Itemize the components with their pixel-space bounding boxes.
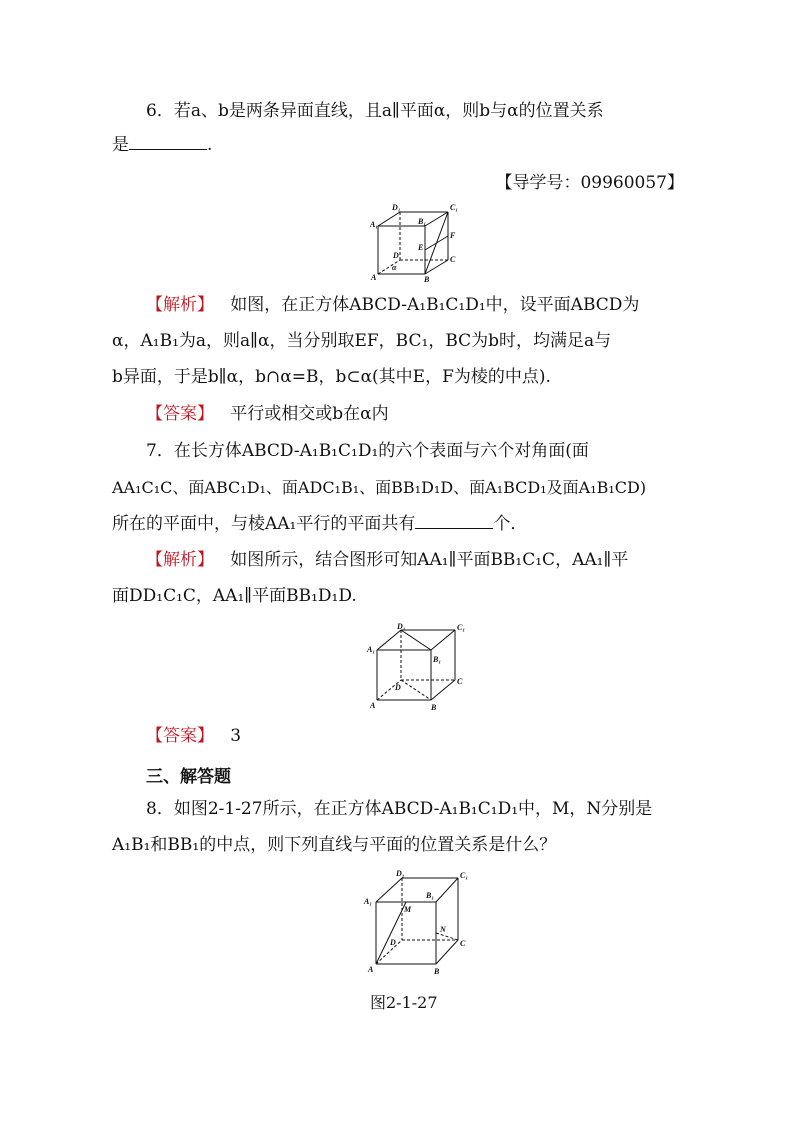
q7-answer: 3 [230,726,242,746]
label-c1: C₁ [460,871,469,880]
q6-analysis-l2: α，A₁B₁为a，则a∥α，当分别取EF，BC₁，BC为b时，均满足a与 [112,331,612,351]
edge-b1c1 [436,878,458,902]
q6-reference-number: 【导学号：09960057】 [495,173,684,193]
label-c1: C₁ [450,203,459,212]
q7-line3 [112,513,527,535]
label-a1: A₁ [367,645,376,654]
label-a: A [370,701,376,710]
q6-answer: 平行或相交或b在α内 [230,404,389,424]
q6-analysis-l3: b异面，于是b∥α，b∩α=B，b⊂α(其中E，F为棱的中点). [112,367,551,387]
edge-bc [436,940,458,964]
edge-b1c1 [425,212,448,226]
label-c1: C₁ [457,623,466,632]
label-f: F [450,231,456,240]
edge-a1d1 [377,630,401,650]
label-c: C [450,255,456,264]
label-c: C [457,677,463,686]
q7-line3-prefix: 所在的平面中，与棱AA₁平行的平面共有 [112,514,416,534]
label-d1: D₁ [397,622,406,631]
q7-cuboid-figure [365,622,473,714]
q7-analysis-text1: 如图所示，结合图形可知AA₁∥平面BB₁C₁C，AA₁∥平 [230,550,629,570]
label-d1: D₁ [396,869,405,878]
edge-a1d1 [378,212,400,226]
q6-cube-figure [370,202,470,282]
label-a: A [368,965,374,974]
q6-line2 [112,134,212,156]
label-m: M [404,905,412,914]
q7-answer-line [146,725,241,747]
label-n: N [440,925,446,934]
edge-ad [376,940,402,964]
q6-line2-suffix: . [207,135,213,155]
label-c: C [460,939,466,948]
label-a1: A₁ [370,220,379,229]
section-heading-3: 三、解答题 [146,767,231,787]
q6-answer-blank [129,135,207,150]
q7-analysis-tag: 【解析】 [146,550,214,570]
label-b: B [424,275,430,282]
q6-analysis-tag: 【解析】 [146,295,214,315]
q8-line1: 8．如图2-1-27所示，在正方体ABCD-A₁B₁C₁D₁中，M，N分别是 [146,799,653,819]
q7-answer-blank [415,514,493,529]
q7-line1: 7．在长方体ABCD-A₁B₁C₁D₁的六个表面与六个对角面(面 [146,441,589,461]
label-alpha: α [392,263,397,272]
q7-line3-suffix: 个． [493,514,528,534]
q8-line2: A₁B₁和BB₁的中点，则下列直线与平面的位置关系是什么？ [112,835,557,855]
edge-ad [378,260,400,274]
edge-b1c1 [431,630,455,650]
q6-answer-tag: 【答案】 [146,404,214,424]
diag-d1b1 [401,630,431,650]
figure-caption: 图2-1-27 [370,993,438,1012]
edge-bc [431,680,455,700]
q6-line2-prefix: 是 [112,135,129,155]
label-b: B [434,967,440,976]
label-b1: B₁ [418,217,427,226]
label-a: A [371,273,377,282]
q8-cube-figure [362,866,474,976]
label-d1: D₁ [392,203,401,212]
segment-nc [436,933,458,940]
label-a1: A₁ [364,897,373,906]
label-d: D [393,251,399,260]
diag-db [401,680,431,700]
edge-a1d1 [376,878,402,902]
label-b1: B₁ [426,891,435,900]
q6-answer-line [146,403,389,425]
q7-analysis-l1 [146,549,628,571]
label-b: B [431,703,437,712]
q6-analysis-l1 [146,294,639,316]
q7-analysis-l2: 面DD₁C₁C，AA₁∥平面BB₁D₁D. [112,586,357,606]
q7-line2: AA₁C₁C、面ABC₁D₁、面ADC₁B₁、面BB₁D₁D、面A₁BCD₁及面A₁B₁CD) [112,478,647,497]
q6-analysis-text1: 如图，在正方体ABCD-A₁B₁C₁D₁中，设平面ABCD为 [230,295,640,315]
q6-line1: 6．若a、b是两条异面直线，且a∥平面α，则b与α的位置关系 [146,101,604,121]
segment-ef [425,236,448,250]
label-b1: B₁ [433,655,442,664]
label-e: E [418,243,424,252]
edge-bc [425,260,448,274]
q7-answer-tag: 【答案】 [146,726,214,746]
label-d: D [390,938,396,947]
label-d: D [395,683,401,692]
